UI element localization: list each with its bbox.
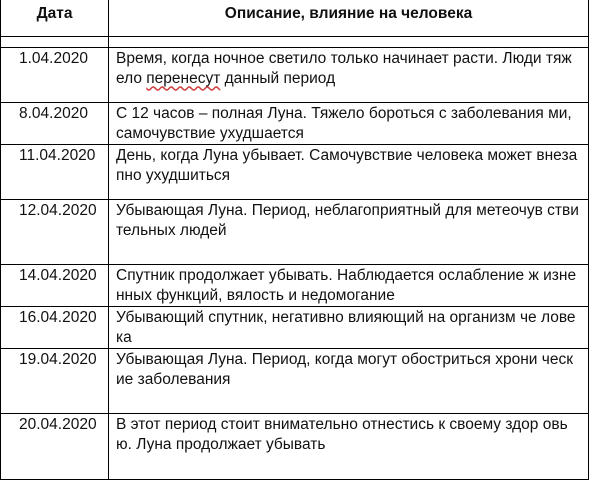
row-description: Спутник продолжает убывать. Наблюдается ослабление ж изненных функций, вялость и недомогание (109, 264, 589, 306)
table-header-row (1, 0, 589, 36)
column-header-description: Описание, влияние на человека (109, 0, 589, 36)
table-row (1, 47, 589, 102)
row-date: 14.04.2020 (1, 264, 109, 306)
table-spacer-row (1, 36, 589, 47)
row-date: 8.04.2020 (1, 102, 109, 144)
row-description: С 12 часов – полная Луна. Тяжело бороться с заболевания ми, самочувствие ухудшается (109, 102, 589, 144)
row-date: 19.04.2020 (1, 348, 109, 413)
spellcheck-marked-word: перенесут (146, 69, 221, 87)
row-date: 1.04.2020 (1, 47, 109, 102)
row-date: 16.04.2020 (1, 306, 109, 348)
column-header-date: Дата (1, 0, 109, 36)
table-row (1, 144, 589, 199)
row-description-text: данный период (220, 69, 336, 87)
row-description: В этот период стоит внимательно отнестись к своему здор овью. Луна продолжает убывать (109, 413, 589, 479)
row-description-text: Время, когда ночное светило только начинает расти. Люди тяжело (116, 49, 572, 87)
row-description: Убывающая Луна. Период, неблагоприятный для метеочув ствительных людей (109, 199, 589, 264)
row-description: День, когда Луна убывает. Самочувствие человека может внезапно ухудшиться (109, 144, 589, 199)
table-row (1, 199, 589, 264)
row-date: 20.04.2020 (1, 413, 109, 479)
row-date: 11.04.2020 (1, 144, 109, 199)
table-row (1, 348, 589, 413)
row-date: 12.04.2020 (1, 199, 109, 264)
row-description: Убывающая Луна. Период, когда могут обостриться хрони ческие заболевания (109, 348, 589, 413)
table-row (1, 102, 589, 144)
table-row (1, 413, 589, 479)
table-row (1, 264, 589, 306)
row-description: Убывающий спутник, негативно влияющий на организм че ловека (109, 306, 589, 348)
row-description (109, 47, 589, 102)
table-row (1, 306, 589, 348)
